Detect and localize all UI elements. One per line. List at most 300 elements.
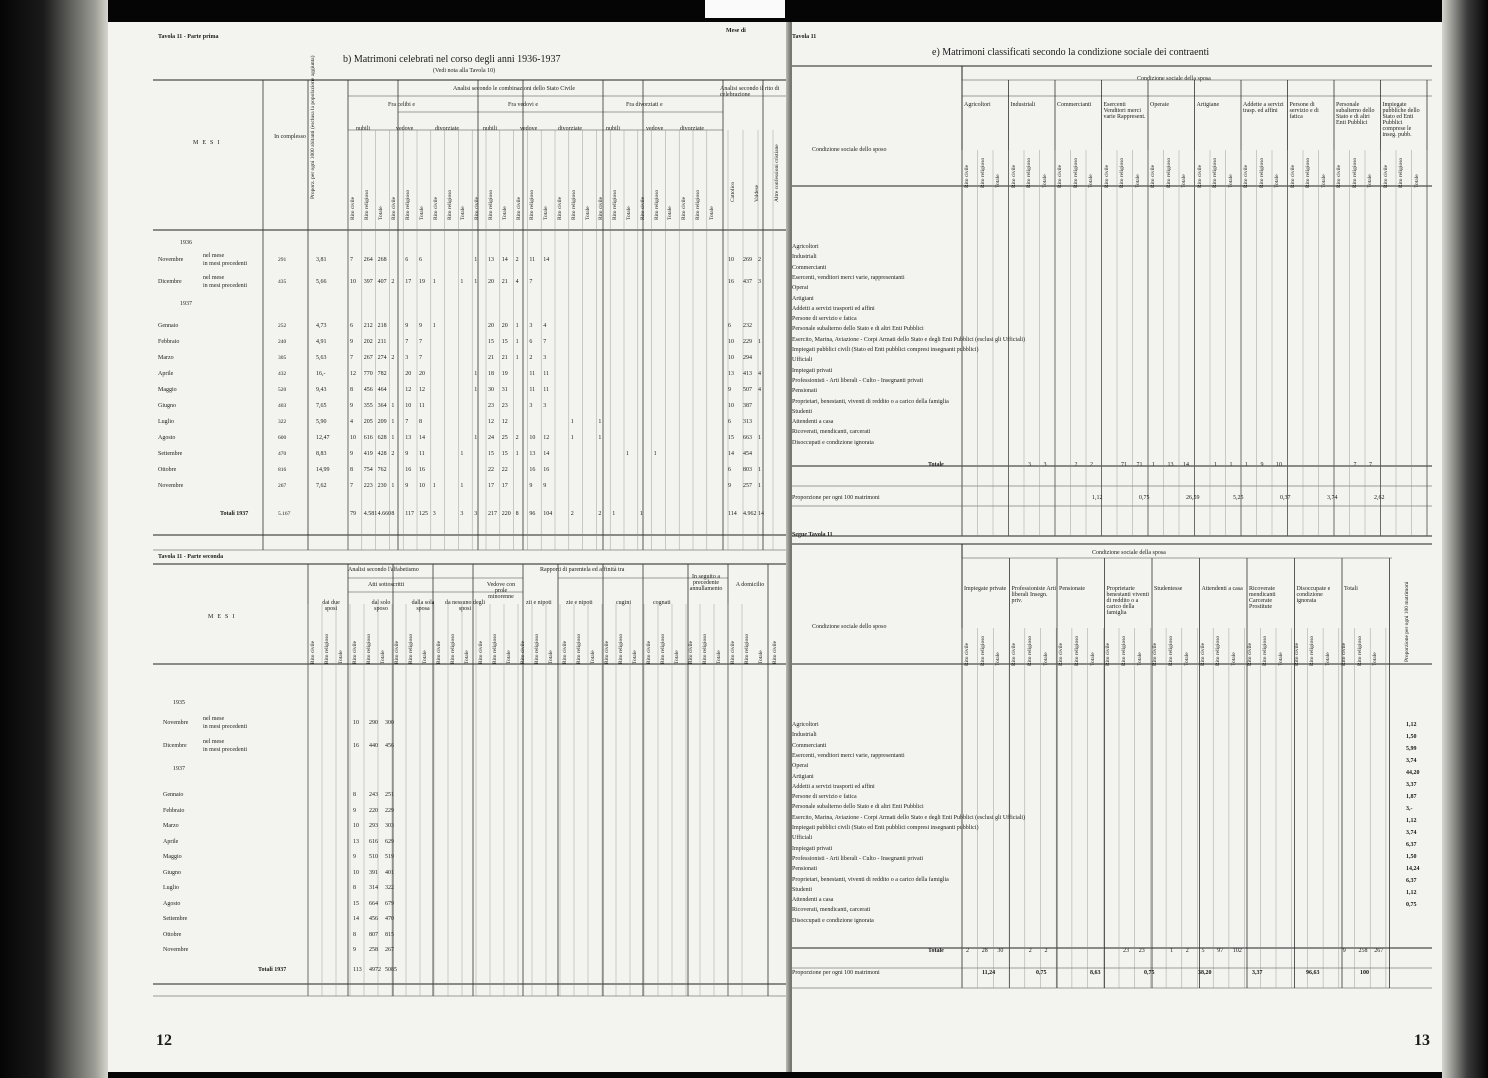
- cell-value: 10: [353, 720, 359, 726]
- prop-cell: 38,20: [1198, 970, 1212, 976]
- cell-value: 1: [758, 339, 761, 345]
- total-cell: 10: [1276, 462, 1282, 468]
- total-cell: 3: [1043, 462, 1047, 468]
- leaf-leaf-rito-religioso: Rito religioso: [492, 633, 498, 664]
- row-label: Attendenti a casa: [792, 897, 834, 904]
- cell-value: 10: [728, 355, 734, 361]
- row-sublabel: in mesi precedenti: [203, 724, 247, 730]
- cell-value: 7: [350, 483, 353, 489]
- total-cell: 71: [1136, 462, 1143, 468]
- category-header: Artigiane: [1196, 102, 1220, 108]
- leaf-leaf-totale: Totale: [460, 206, 467, 220]
- cell-total: 520: [278, 387, 287, 393]
- leaf-dalla-sola: dalla sola sposa: [411, 600, 435, 612]
- cell-value: 9: [350, 339, 353, 345]
- cell-value: 464: [377, 387, 387, 393]
- leaf-leaf-rito-religioso: Rito religioso: [363, 189, 370, 220]
- cell-value: 15: [728, 435, 734, 441]
- row-label: Maggio: [163, 854, 182, 860]
- prop-cell: 1,87: [1406, 794, 1417, 800]
- cell-value: 6: [728, 419, 731, 425]
- cell-value: 9: [405, 483, 409, 489]
- leaf-leaf-rito-civile: Rito civile: [681, 196, 688, 220]
- cell-value: 1: [391, 419, 395, 425]
- leaf-altre: Altre confessioni cristiane: [774, 144, 780, 202]
- leaf-leaf-totale: Totale: [1181, 174, 1187, 188]
- leaf-leaf-rito-religioso: Rito religioso: [1309, 635, 1316, 666]
- cell-total: 432: [278, 371, 287, 377]
- cell-value: 17: [405, 279, 412, 285]
- cell-value: 1: [570, 435, 574, 441]
- cell-total: 435: [278, 279, 287, 285]
- row-label: Impiegati privati: [792, 367, 833, 374]
- cell-value: 1: [758, 467, 761, 473]
- leaf-leaf-totale: Totale: [543, 206, 550, 220]
- scan-marker: [705, 0, 785, 18]
- row-label: Totali 1937: [220, 511, 249, 517]
- cell-total: 267: [278, 483, 287, 489]
- leaf-leaf-rito-religioso: Rito religioso: [1215, 635, 1222, 666]
- cell-value: 313: [743, 419, 752, 425]
- leaf-nubili-3: nubili: [606, 126, 621, 132]
- leaf-leaf-totale: Totale: [548, 650, 554, 664]
- cell-prop: 12,47: [316, 435, 330, 441]
- cell-value: 11: [529, 387, 536, 393]
- group-sposa-2: Condizione sociale della sposa: [1092, 550, 1166, 556]
- cell-value: 4.962: [743, 511, 757, 517]
- prop-cell: 11,24: [982, 970, 996, 976]
- row-sublabel: in mesi precedenti: [203, 261, 247, 267]
- row-label: Gennaio: [163, 792, 184, 798]
- leaf-leaf-rito-religioso: Rito religioso: [324, 633, 330, 664]
- leaf-leaf-rito-religioso: Rito religioso: [618, 633, 624, 664]
- cell-value: 1: [758, 435, 761, 441]
- row-label: Professionisti - Arti liberali - Culto - Insegnanti privati: [792, 377, 923, 384]
- leaf-leaf-rito-religioso: Rito religioso: [1073, 635, 1080, 666]
- cell-value: 20: [501, 323, 508, 329]
- row-label: Agosto: [163, 900, 181, 907]
- cell-value: 16: [405, 467, 412, 473]
- leaf-leaf-rito-religioso: Rito religioso: [405, 189, 412, 220]
- cell-value: 217: [488, 511, 497, 517]
- cell-value: 413: [743, 371, 752, 377]
- row-label: Personale subalterno dello Stato e di altri Enti Pubblici: [792, 326, 924, 333]
- cell-value: 2: [515, 435, 519, 441]
- cell-prop: 5,63: [316, 355, 327, 361]
- total-label: Totale: [928, 462, 944, 468]
- row-label: Impiegati pubblici civili (Stato ed Enti pubblici compresi insegnanti pubblici): [792, 347, 979, 353]
- cell-value: 510: [369, 854, 378, 860]
- group-parentela: Rapporti di parentela ed affinità tra: [540, 567, 625, 573]
- leaf-leaf-totale: Totale: [1089, 652, 1096, 666]
- cell-value: 10: [728, 257, 734, 263]
- prop-cell: 1,12: [1406, 818, 1417, 824]
- cell-value: 6: [728, 467, 731, 473]
- cell-value: 470: [385, 916, 394, 922]
- leaf-valdese: Valdese: [754, 184, 760, 202]
- leaf-leaf-rito-religioso: Rito religioso: [1072, 157, 1079, 188]
- total-cell: 2: [1185, 948, 1189, 954]
- cell-value: 803: [743, 467, 752, 473]
- cell-value: 1: [391, 483, 395, 489]
- leaf-leaf-rito-civile: Rito civile: [964, 642, 970, 666]
- cell-value: 11: [529, 257, 536, 263]
- cell-value: 2: [515, 257, 519, 263]
- category-header: Commercianti: [1057, 102, 1092, 108]
- row-label: Pensionati: [792, 866, 817, 873]
- row-label: Esercito, Marina, Aviazione - Corpi Armati dello Stato e degli Enti Pubblici (esclusi gli Ufficiali): [792, 336, 1026, 343]
- total-cell: 9: [1260, 462, 1264, 468]
- cell-value: 2: [391, 355, 395, 361]
- category-header: Proprietarie benestanti viventi di reddito o a carico della famiglia: [1106, 586, 1149, 616]
- cell-value: 209: [377, 419, 387, 425]
- cell-value: 314: [369, 885, 378, 891]
- leaf-leaf-rito-civile: Rito civile: [474, 196, 481, 220]
- leaf-leaf-rito-civile: Rito civile: [1103, 164, 1110, 188]
- group-vedove-prole: Vedove con prole minorenne: [486, 582, 516, 600]
- total-cell: 1: [1214, 462, 1217, 468]
- leaf-leaf-totale: Totale: [1274, 174, 1280, 188]
- cell-value: 507: [743, 387, 752, 393]
- cell-value: 1: [474, 387, 478, 393]
- total-cell: 258: [1358, 948, 1368, 954]
- cell-value: 663: [743, 435, 752, 441]
- leaf-leaf-rito-civile: Rito civile: [1105, 642, 1112, 666]
- cell-value: 1: [460, 451, 464, 457]
- leaf-leaf-totale: Totale: [464, 650, 470, 664]
- cell-value: 1: [598, 435, 602, 441]
- leaf-leaf-totale: Totale: [422, 650, 428, 664]
- cell-value: 10: [350, 279, 356, 285]
- row-label: Pensionati: [792, 388, 817, 395]
- cell-value: 10: [728, 339, 734, 345]
- row-sublabel: in mesi precedenti: [203, 747, 247, 753]
- leaf-leaf-totale: Totale: [1320, 174, 1327, 188]
- cell-value: 519: [385, 854, 394, 860]
- cell-value: 11: [543, 371, 549, 377]
- category-header: Operaie: [1150, 102, 1169, 108]
- cell-value: 13: [728, 371, 734, 377]
- cell-value: 440: [369, 743, 378, 749]
- total-cell: 1: [1152, 462, 1155, 468]
- prop-cell: 5,25: [1233, 495, 1244, 501]
- total-cell: 2: [1074, 462, 1078, 468]
- cell-total: 291: [278, 257, 287, 263]
- leaf-cugini: cugini: [616, 600, 631, 606]
- leaf-leaf-rito-civile: Rito civile: [478, 640, 484, 664]
- leaf-leaf-totale: Totale: [1413, 174, 1420, 188]
- cell-value: 243: [369, 792, 378, 798]
- category-header: Impiegate pubbliche dello Stato ed Enti Pubblici comprese le inseg. pubb.: [1382, 102, 1420, 138]
- cell-prop: 7,65: [316, 403, 327, 409]
- right-page: [792, 22, 1442, 1072]
- cell-value: 8: [353, 792, 356, 798]
- cell-value: 205: [363, 419, 373, 425]
- cell-value: 1: [570, 419, 574, 425]
- leaf-leaf-totale: Totale: [1088, 174, 1094, 188]
- row-label: Maggio: [158, 387, 177, 393]
- leaf-divorziate-3: divorziate: [680, 126, 704, 132]
- leaf-leaf-rito-civile: Rito civile: [394, 640, 400, 664]
- cell-value: 3: [543, 355, 547, 361]
- leaf-leaf-rito-religioso: Rito religioso: [450, 633, 456, 664]
- leaf-leaf-totale: Totale: [590, 650, 596, 664]
- cell-value: 8: [515, 511, 519, 517]
- cell-total: 240: [278, 339, 287, 345]
- prop-cell: 0,75: [1036, 970, 1047, 976]
- cell-value: 22: [501, 467, 508, 473]
- leaf-leaf-totale: Totale: [419, 206, 425, 220]
- row-label: Ricoverati, mendicanti, carcerati: [792, 907, 871, 914]
- cell-value: 16: [529, 467, 536, 473]
- category-header: Pensionate: [1059, 586, 1085, 592]
- leaf-vedove: vedove: [396, 126, 414, 132]
- cell-value: 14: [419, 435, 425, 441]
- cell-prop: 5,90: [316, 419, 327, 425]
- leaf-leaf-rito-civile: Rito civile: [562, 640, 568, 664]
- row-label: Esercito, Marina, Aviazione - Corpi Armati dello Stato e degli Enti Pubblici (esclusi gli Ufficiali): [792, 814, 1026, 821]
- row-label: Giugno: [163, 869, 181, 876]
- running-head-right-2: Segue Tavola 11: [792, 532, 833, 538]
- cell-value: 1: [432, 279, 436, 285]
- prop-cell: 44,20: [1406, 770, 1420, 776]
- cell-value: 3: [432, 511, 436, 517]
- cell-value: 12: [488, 419, 494, 425]
- leaf-leaf-totale: Totale: [380, 650, 386, 664]
- cell-value: 387: [743, 403, 752, 409]
- row-label: Commercianti: [792, 264, 827, 271]
- cell-value: 16: [728, 279, 734, 285]
- cell-value: 258: [369, 947, 378, 953]
- row-label: Persone di servizio e fatica: [792, 316, 857, 323]
- leaf-leaf-rito-religioso: Rito religioso: [1165, 157, 1172, 188]
- running-head-2: Tavola 11 - Parte seconda: [158, 554, 224, 560]
- cell-value: 364: [377, 403, 387, 409]
- cell-value: 14: [728, 451, 734, 457]
- cell-value: 9: [529, 483, 533, 489]
- cell-value: 10: [728, 403, 734, 409]
- category-header: Impiegate private: [964, 586, 1007, 592]
- cell-value: 20: [488, 279, 494, 285]
- leaf-leaf-rito-civile: Rito civile: [1336, 164, 1342, 188]
- running-head-right-page: Tavola 11: [792, 34, 817, 40]
- row-label: Professionisti - Arti liberali - Culto - Insegnanti privati: [792, 855, 923, 862]
- leaf-leaf-rito-religioso: Rito religioso: [1026, 157, 1032, 188]
- cell-value: 629: [385, 838, 394, 845]
- cell-value: 269: [743, 257, 752, 263]
- cell-value: 20: [488, 323, 494, 329]
- row-label: Novembre: [163, 947, 189, 953]
- cell-value: 9: [728, 483, 731, 489]
- cell-value: 15: [353, 900, 359, 907]
- leaf-leaf-rito-civile: Rito civile: [772, 640, 778, 664]
- cell-prop: 16,-: [316, 371, 326, 377]
- row-label: Studenti: [792, 886, 813, 893]
- cell-value: 1: [612, 511, 616, 517]
- cell-value: 1: [515, 451, 519, 457]
- cell-value: 14: [543, 257, 550, 263]
- cell-value: 4: [758, 371, 761, 377]
- total-label: Totale: [928, 948, 944, 954]
- cell-value: 21: [501, 355, 508, 361]
- category-header: Agricoltori: [964, 102, 991, 108]
- cell-value: 12: [405, 387, 412, 393]
- leaf-leaf-rito-civile: Rito civile: [1196, 164, 1203, 188]
- row-label: Addetti a servizi trasporti ed affini: [792, 305, 875, 312]
- cell-value: 1: [391, 403, 395, 409]
- leaf-leaf-rito-religioso: Rito religioso: [979, 635, 986, 666]
- cell-value: 2: [529, 355, 533, 361]
- cell-value: 14: [353, 916, 359, 922]
- leaf-leaf-totale: Totale: [758, 650, 764, 664]
- row-label: Febbraio: [158, 339, 180, 345]
- leaf-leaf-rito-religioso: Rito religioso: [612, 189, 619, 220]
- row-label: Artigiani: [792, 295, 814, 302]
- group-analisi: Analisi secondo le combinazioni dello Stato Civile: [453, 86, 575, 92]
- total-cell: 30: [997, 948, 1004, 954]
- cell-value: 13: [353, 838, 359, 845]
- cell-value: 6: [405, 257, 409, 263]
- cell-value: 4: [758, 387, 761, 393]
- leaf-leaf-rito-civile: Rito civile: [1246, 642, 1253, 666]
- prop-cell: 3,-: [1406, 806, 1413, 812]
- cell-value: 8: [350, 467, 353, 473]
- cell-value: 257: [743, 483, 752, 489]
- prop-cell: 3,37: [1406, 782, 1417, 788]
- cell-value: 3: [460, 511, 464, 517]
- cell-value: 322: [385, 885, 394, 891]
- row-label: Novembre: [158, 257, 184, 263]
- row-label: Giugno: [158, 403, 176, 409]
- cell-value: 19: [419, 279, 425, 285]
- row-label: Marzo: [163, 823, 179, 829]
- row-label: Agricoltori: [792, 722, 819, 728]
- row-label: Esercenti, venditori merci varie, rappresentanti: [792, 274, 905, 281]
- leaf-leaf-rito-civile: Rito civile: [1058, 642, 1065, 666]
- running-head-right: Mese di: [726, 28, 746, 34]
- prop-cell: 3,74: [1406, 758, 1417, 764]
- cell-value: 268: [377, 257, 387, 263]
- cell-value: 401: [385, 869, 394, 876]
- row-label: Studenti: [792, 408, 813, 415]
- cell-value: 79: [350, 511, 356, 517]
- leaf-leaf-totale: Totale: [501, 206, 508, 220]
- row-label: Commercianti: [792, 742, 827, 749]
- cell-prop: 4,73: [316, 323, 327, 329]
- leaf-leaf-rito-civile: Rito civile: [432, 196, 439, 220]
- leaf-leaf-rito-civile: Rito civile: [1010, 164, 1017, 188]
- leaf-leaf-totale: Totale: [1372, 652, 1379, 666]
- leaf-leaf-rito-civile: Rito civile: [515, 196, 522, 220]
- cell-value: 9: [350, 451, 353, 457]
- row-label: Dicembre: [163, 743, 187, 749]
- prop-cell: 0,75: [1406, 902, 1417, 908]
- cell-prop: 4,91: [316, 339, 327, 345]
- cell-value: 4.581: [363, 511, 378, 517]
- leaf-leaf-rito-civile: Rito civile: [391, 196, 398, 220]
- cell-value: 664: [369, 900, 378, 907]
- row-label: Settembre: [158, 451, 183, 457]
- cell-value: 15: [501, 339, 508, 345]
- cell-value: 1: [432, 323, 436, 329]
- cell-value: 23: [488, 403, 494, 409]
- prop-cell: 6,37: [1406, 878, 1417, 884]
- leaf-leaf-totale: Totale: [674, 650, 680, 664]
- cell-value: 16: [419, 467, 425, 473]
- cell-value: 428: [377, 451, 387, 457]
- cell-value: 1: [626, 451, 629, 457]
- cell-value: 4: [515, 279, 519, 285]
- prop-label: Proporzione per ogni 100 matrimoni: [792, 495, 880, 501]
- category-header: Industriali: [1010, 102, 1036, 108]
- row-label: Operai: [792, 285, 809, 292]
- cell-value: 2: [391, 279, 395, 285]
- cell-value: 14: [501, 257, 508, 263]
- leaf-leaf-rito-civile: Rito civile: [520, 640, 526, 664]
- leaf-leaf-rito-religioso: Rito religioso: [1351, 157, 1358, 188]
- cell-value: 7: [419, 339, 422, 345]
- cell-value: 23: [501, 403, 508, 409]
- prop-cell: 3,74: [1406, 830, 1417, 836]
- leaf-leaf-rito-civile: Rito civile: [350, 196, 356, 220]
- category-header: Attendenti a casa: [1201, 586, 1243, 592]
- cell-prop: 8,83: [316, 451, 327, 457]
- leaf-leaf-rito-religioso: Rito religioso: [366, 633, 372, 664]
- row-label: Impiegati pubblici civili (Stato ed Enti pubblici compresi insegnanti pubblici): [792, 825, 979, 831]
- leaf-divorziate-2: divorziate: [558, 126, 582, 132]
- category-header: Personale subalterno dello Stato e di altri Enti Pubblici: [1336, 102, 1375, 126]
- leaf-leaf-rito-religioso: Rito religioso: [1121, 635, 1127, 666]
- page-number-left: 12: [156, 1032, 172, 1049]
- leaf-leaf-rito-religioso: Rito religioso: [570, 189, 577, 220]
- row-label: Impiegati privati: [792, 845, 833, 852]
- cell-value: 303: [385, 823, 394, 829]
- cell-value: 13: [529, 451, 536, 457]
- cell-value: 220: [501, 511, 511, 517]
- leaf-leaf-totale: Totale: [632, 650, 638, 664]
- category-header: Ricoverate mendicanti Carcerate Prostitute: [1249, 586, 1276, 610]
- cell-value: 8: [350, 387, 353, 393]
- prop-cell: 3,74: [1327, 495, 1338, 501]
- total-cell: 14: [1183, 462, 1189, 468]
- cell-value: 10: [405, 403, 412, 409]
- leaf-vedove-2: vedove: [520, 126, 538, 132]
- leaf-leaf-rito-civile: Rito civile: [1011, 642, 1018, 666]
- leaf-leaf-rito-civile: Rito civile: [639, 196, 646, 220]
- cell-value: 290: [369, 720, 378, 726]
- cell-value: 25: [501, 435, 508, 441]
- cell-value: 628: [377, 435, 387, 441]
- leaf-leaf-totale: Totale: [1042, 652, 1049, 666]
- category-header: Professioniste Arti liberali Insegn. priv.: [1011, 586, 1056, 604]
- cell-total: 305: [278, 355, 287, 361]
- cell-value: 456: [369, 916, 378, 922]
- cell-value: 9: [350, 403, 353, 409]
- row-label: Addetti a servizi trasporti ed affini: [792, 783, 875, 790]
- row-label: Ufficiali: [792, 835, 813, 842]
- cell-value: 230: [377, 483, 387, 489]
- cell-value: 2: [391, 451, 395, 457]
- leaf-leaf-rito-civile: Rito civile: [352, 640, 358, 664]
- prop-cell: 0,37: [1280, 495, 1291, 501]
- prop-cell: 1,12: [1406, 890, 1417, 896]
- row-label: Settembre: [163, 916, 188, 922]
- leaf-leaf-rito-religioso: Rito religioso: [1262, 635, 1269, 666]
- leaf-leaf-rito-religioso: Rito religioso: [695, 189, 701, 220]
- leaf-leaf-rito-religioso: Rito religioso: [1212, 157, 1218, 188]
- leaf-leaf-rito-religioso: Rito religioso: [534, 633, 540, 664]
- cell-value: 1: [474, 279, 478, 285]
